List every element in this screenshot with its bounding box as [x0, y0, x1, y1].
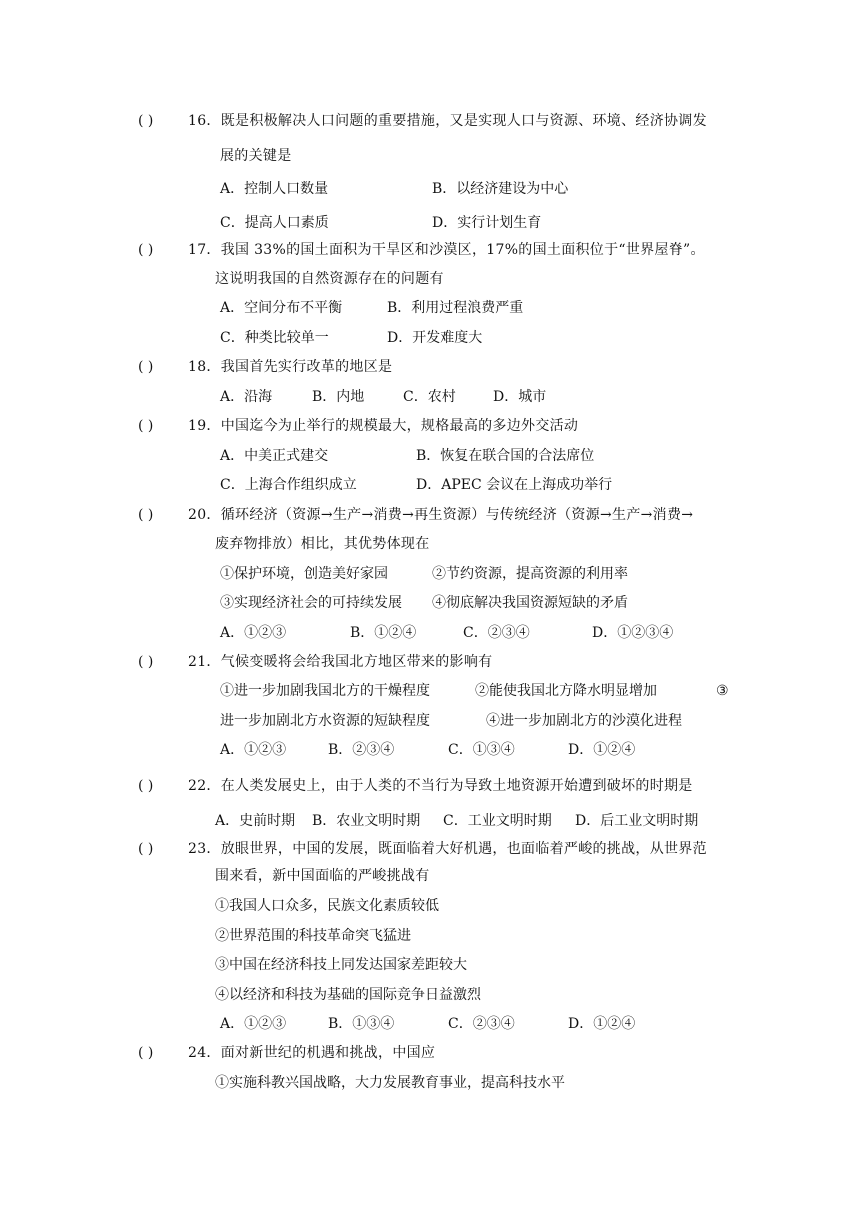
answer-blank[interactable]: ( ): [138, 778, 154, 794]
option-d: D．①②③④: [592, 625, 674, 641]
option-c: C．种类比较单一: [220, 330, 329, 346]
answer-blank[interactable]: ( ): [138, 841, 154, 857]
option-d: D．①②④: [568, 742, 636, 758]
option-d: D．开发难度大: [387, 330, 483, 346]
option-b: B．农业文明时期: [312, 813, 421, 829]
option-b: B．①③④: [328, 1016, 395, 1032]
option-d: D．实行计划生育: [432, 215, 542, 231]
statement-3: 进一步加剧北方水资源的短缺程度: [220, 713, 430, 729]
question-stem: 22．在人类发展史上，由于人类的不当行为导致土地资源开始遭到破坏的时期是: [188, 778, 693, 794]
question-stem: 20．循环经济（资源→生产→消费→再生资源）与传统经济（资源→生产→消费→: [188, 507, 694, 523]
question-stem: 17．我国 33%的国土面积为干旱区和沙漠区，17%的国土面积位于“世界屋脊”。: [188, 242, 705, 258]
option-b: B．内地: [312, 389, 365, 405]
option-c: C．农村: [403, 389, 456, 405]
statement-3: ③实现经济社会的可持续发展: [220, 595, 402, 611]
question-stem: 23．放眼世界，中国的发展，既面临着大好机遇，也面临着严峻的挑战，从世界范: [188, 841, 707, 857]
option-a: A．空间分布不平衡: [220, 300, 343, 316]
question-stem: 16．既是积极解决人口问题的重要措施，又是实现人口与资源、环境、经济协调发: [188, 113, 707, 129]
option-c: C．上海合作组织成立: [220, 477, 357, 493]
answer-blank[interactable]: ( ): [138, 359, 154, 375]
statement-1: ①保护环境，创造美好家园: [220, 566, 388, 582]
option-a: A．中美正式建交: [220, 448, 329, 464]
option-b: B．利用过程浪费严重: [387, 300, 524, 316]
statement-2: ②世界范围的科技革命突飞猛进: [215, 928, 411, 944]
statement-1: ①实施科教兴国战略，大力发展教育事业，提高科技水平: [215, 1075, 565, 1091]
option-a: A．史前时期: [215, 813, 296, 829]
question-stem-cont: 废弃物排放）相比，其优势体现在: [215, 536, 430, 552]
option-a: A．①②③: [220, 625, 287, 641]
option-c: C．工业文明时期: [443, 813, 552, 829]
statement-1: ①进一步加剧我国北方的干燥程度: [220, 683, 430, 699]
statement-4: ④以经济和科技为基础的国际竞争日益激烈: [215, 987, 481, 1003]
question-stem: 21．气候变暖将会给我国北方地区带来的影响有: [188, 654, 493, 670]
option-c: C．提高人口素质: [220, 215, 329, 231]
statement-1: ①我国人口众多，民族文化素质较低: [215, 898, 439, 914]
question-stem-cont: 展的关键是: [220, 148, 292, 164]
answer-blank[interactable]: ( ): [138, 1045, 154, 1061]
option-d: D．APEC 会议在上海成功举行: [416, 477, 613, 493]
answer-blank[interactable]: ( ): [138, 507, 154, 523]
answer-blank[interactable]: ( ): [138, 654, 154, 670]
question-stem: 18．我国首先实行改革的地区是: [188, 359, 393, 375]
statement-2: ②能使我国北方降水明显增加: [475, 683, 657, 699]
statement-4: ④彻底解决我国资源短缺的矛盾: [432, 595, 628, 611]
option-d: D．城市: [493, 389, 547, 405]
question-stem-cont: 围来看，新中国面临的严峻挑战有: [215, 868, 430, 884]
option-c: C．②③④: [448, 1016, 515, 1032]
statement-3: ③中国在经济科技上同发达国家差距较大: [215, 957, 467, 973]
option-b: B．恢复在联合国的合法席位: [416, 448, 595, 464]
option-d: D．①②④: [568, 1016, 636, 1032]
option-a: A．沿海: [220, 389, 273, 405]
statement-3-marker: ③: [716, 683, 729, 699]
option-c: C．①③④: [448, 742, 515, 758]
statement-4: ④进一步加剧北方的沙漠化进程: [486, 713, 682, 729]
option-c: C．②③④: [463, 625, 530, 641]
option-b: B．以经济建设为中心: [432, 181, 569, 197]
answer-blank[interactable]: ( ): [138, 418, 154, 434]
question-stem: 19．中国迄今为止举行的规模最大，规格最高的多边外交活动: [188, 418, 579, 434]
option-b: B．②③④: [328, 742, 395, 758]
option-a: A．①②③: [220, 1016, 287, 1032]
option-a: A．①②③: [220, 742, 287, 758]
option-a: A．控制人口数量: [220, 181, 329, 197]
statement-2: ②节约资源，提高资源的利用率: [432, 566, 628, 582]
answer-blank[interactable]: ( ): [138, 113, 154, 129]
question-stem: 24．面对新世纪的机遇和挑战，中国应: [188, 1045, 436, 1061]
option-b: B．①②④: [350, 625, 417, 641]
answer-blank[interactable]: ( ): [138, 242, 154, 258]
question-stem-cont: 这说明我国的自然资源存在的问题有: [215, 271, 444, 287]
option-d: D．后工业文明时期: [575, 813, 699, 829]
